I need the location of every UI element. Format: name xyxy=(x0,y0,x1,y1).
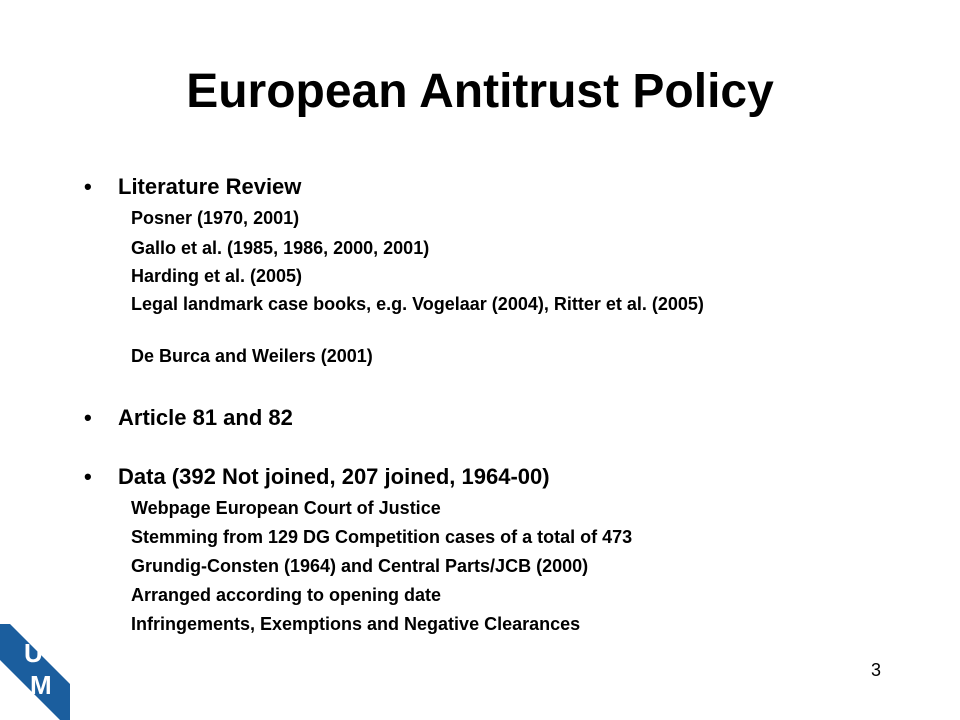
page-number: 3 xyxy=(870,660,881,680)
bullet-marker: • xyxy=(84,405,92,430)
sub-item: Webpage European Court of Justice xyxy=(131,498,441,518)
sub-item: Legal landmark case books, e.g. Vogelaar (2004), Ritter et al. (2005) xyxy=(131,294,704,314)
section-heading-data: Data (392 Not joined, 207 joined, 1964-00) xyxy=(118,464,550,489)
section-heading-literature-review: Literature Review xyxy=(118,174,302,199)
university-logo xyxy=(0,624,70,720)
sub-item: Stemming from 129 DG Competition cases of a total of 473 xyxy=(131,527,633,547)
sub-item: Arranged according to opening date xyxy=(131,585,442,605)
sub-item: Infringements, Exemptions and Negative Clearances xyxy=(131,614,581,634)
sub-item: Grundig-Consten (1964) and Central Parts/JCB (2000) xyxy=(131,556,589,576)
bullet-marker: • xyxy=(84,464,92,489)
sub-item: Harding et al. (2005) xyxy=(131,266,303,286)
sub-item: Posner (1970, 2001) xyxy=(131,208,300,228)
svg-text:U: U xyxy=(24,638,43,668)
svg-text:M: M xyxy=(30,670,52,700)
sub-item: De Burca and Weilers (2001) xyxy=(131,346,373,366)
slide-title: European Antitrust Policy xyxy=(186,65,774,118)
sub-item: Gallo et al. (1985, 1986, 2000, 2001) xyxy=(131,238,430,258)
section-heading-article: Article 81 and 82 xyxy=(118,405,293,430)
bullet-marker: • xyxy=(84,174,92,199)
